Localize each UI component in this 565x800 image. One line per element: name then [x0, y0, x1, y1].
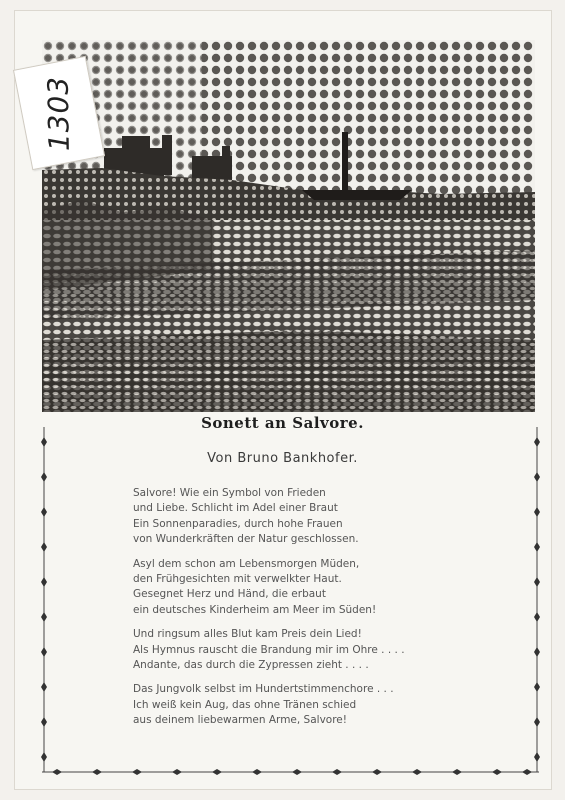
- poem-line: ein deutsches Kinderheim am Meer im Süden!: [133, 603, 377, 616]
- stanza: [133, 682, 473, 728]
- poem-author: Von Bruno Bankhofer.: [207, 451, 358, 466]
- poem-line: Gesegnet Herz und Händ, die erbaut: [133, 588, 326, 601]
- stanza: [133, 486, 473, 548]
- stanza: [133, 557, 473, 619]
- decorative-border-left: [40, 427, 48, 772]
- poem-line: Ein Sonnenparadies, durch hohe Frauen: [133, 517, 343, 530]
- decorative-border-right: [533, 427, 541, 772]
- inventory-number: 1303: [41, 75, 77, 151]
- poem-line: Andante, das durch die Zypressen zieht . . . .: [133, 659, 369, 672]
- poem-line: Ich weiß kein Aug, das ohne Tränen schied: [133, 698, 357, 711]
- poem-line: aus deinem liebewarmen Arme, Salvore!: [133, 714, 347, 727]
- poem-line: den Frühgesichten mit verwelkter Haut.: [133, 573, 342, 586]
- poem-line: Und ringsum alles Blut kam Preis dein Lied!: [133, 628, 362, 641]
- poem-line: von Wunderkräften der Natur geschlossen.: [133, 533, 359, 546]
- poem-line: Als Hymnus rauscht die Brandung mir im Ohre . . . .: [133, 643, 405, 656]
- poem-title: Sonett an Salvore.: [201, 414, 364, 432]
- halftone-photo-coastline: [42, 40, 535, 412]
- poem-line: und Liebe. Schlicht im Adel einer Braut: [133, 502, 338, 515]
- poem-line: Das Jungvolk selbst im Hundertstimmenchore . . .: [133, 683, 394, 696]
- stanza: [133, 627, 473, 673]
- decorative-border-bottom: [42, 768, 539, 776]
- poem-body: [133, 486, 473, 738]
- poem-line: Salvore! Wie ein Symbol von Frieden: [133, 487, 326, 499]
- poem-line: Asyl dem schon am Lebensmorgen Müden,: [133, 557, 360, 570]
